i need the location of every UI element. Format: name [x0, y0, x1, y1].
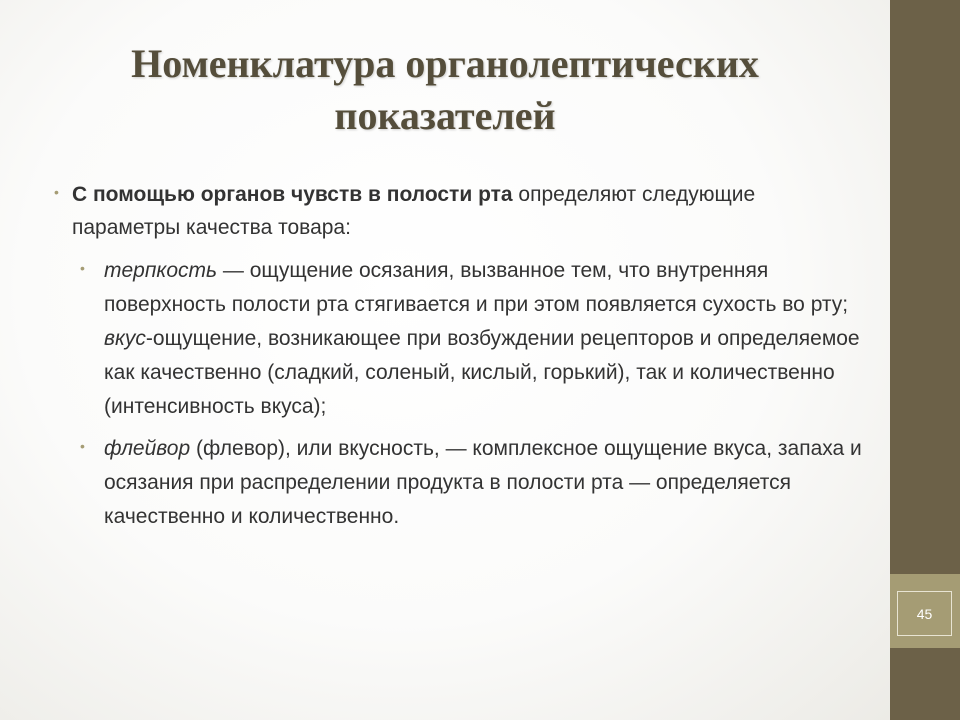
- text-astringency: — ощущение осязания, вызванное тем, что внутренняя поверхность полости рта стягивается и при этом появляется сухость во рту;: [104, 259, 849, 316]
- slide-title: Номенклатура органолептических показателей: [131, 41, 759, 138]
- bullet-dot-icon: •: [80, 438, 85, 454]
- bullet-main: [46, 178, 866, 244]
- bullet-main-text: определяют следующие параметры качества товара:: [72, 183, 756, 239]
- term-taste: вкус: [104, 327, 146, 350]
- slide-content: [46, 178, 866, 534]
- bullet-dot-icon: •: [80, 260, 85, 276]
- page-number: 45: [897, 591, 952, 636]
- bullet-sub-flavor: [46, 432, 866, 534]
- text-taste: -ощущение, возникающее при возбуждении рецепторов и определяемое как качественно (сладкий, соленый, кислый, горький), так и количественно (интенсивность вкуса);: [104, 327, 860, 418]
- term-flavor: флейвор: [104, 437, 191, 460]
- text-flavor: (флевор), или вкусность, — комплексное ощущение вкуса, запаха и осязания при распределении продукта в полости рта — определяется качественно и количественно.: [104, 437, 862, 528]
- bullet-sub-astringency: [46, 254, 866, 424]
- bullet-dot-icon: •: [54, 184, 59, 200]
- term-astringency: терпкость: [104, 259, 218, 282]
- bullet-main-bold: С помощью органов чувств в полости рта: [72, 183, 513, 206]
